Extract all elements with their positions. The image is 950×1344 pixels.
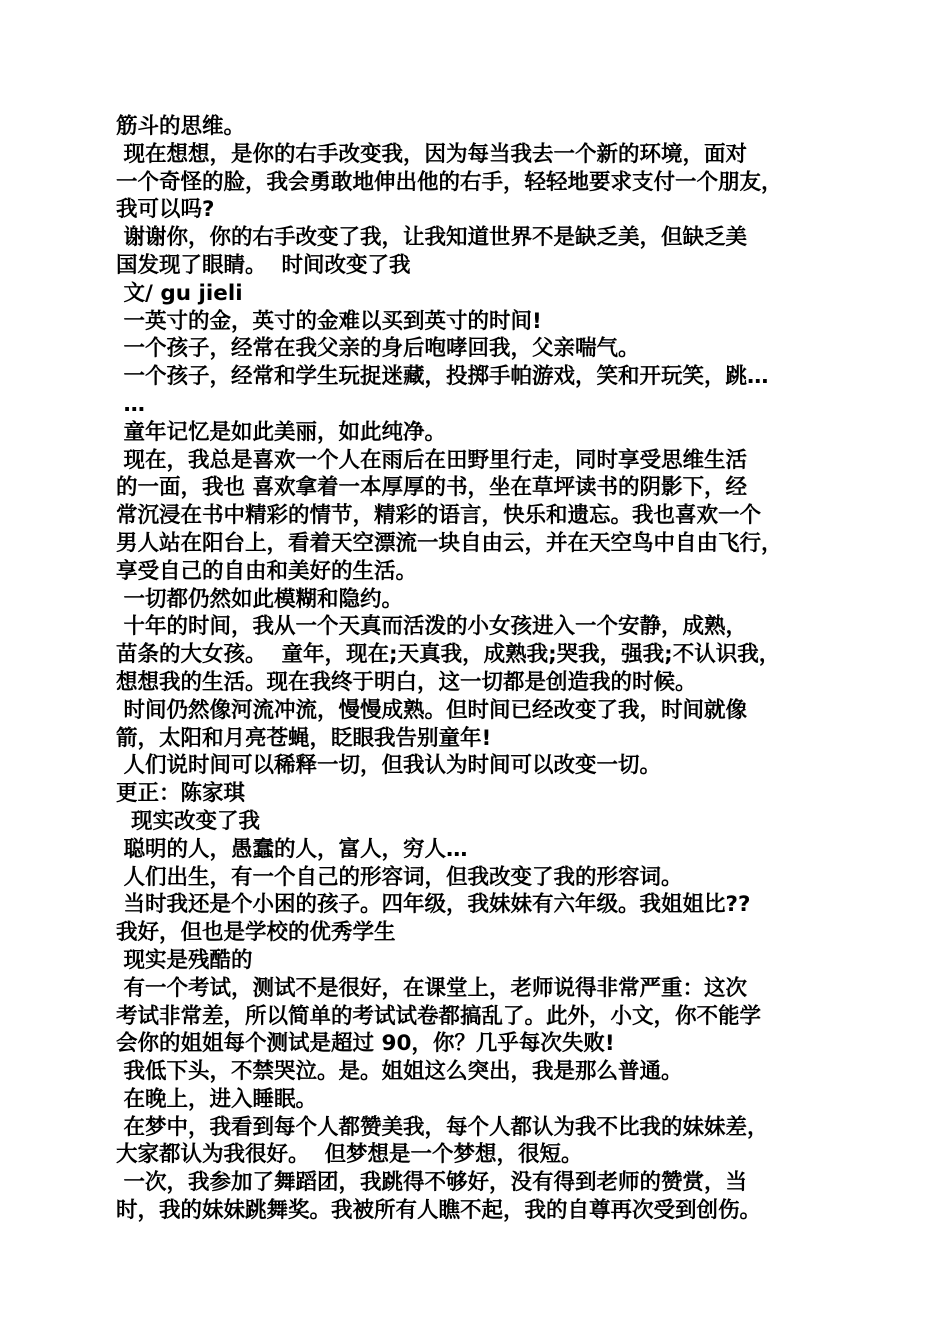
text-line: 谢谢你，你的右手改变了我，让我知道世界不是缺乏美，但缺乏美 xyxy=(116,225,747,251)
section-title: 现实改变了我 xyxy=(116,808,260,834)
text-line: 我好，但也是学校的优秀学生 xyxy=(116,920,396,946)
text-line: 的一面，我也 喜欢拿着一本厚厚的书，坐在草坪读书的阴影下，经 xyxy=(116,475,747,501)
text-line: 国发现了眼睛。 时间改变了我 xyxy=(116,252,411,278)
text-line: 十年的时间，我从一个天真而活泼的小女孩进入一个安静，成熟， xyxy=(116,614,747,640)
text-line: 聪明的人，愚蠢的人，富人，穷人… xyxy=(116,836,468,862)
text-line: 现在想想，是你的右手改变我，因为每当我去一个新的环境，面对 xyxy=(116,141,747,167)
text-line: 一个孩子，经常和学生玩捉迷藏，投掷手帕游戏，笑和开玩笑，跳… xyxy=(116,364,769,390)
text-line: 享受自己的自由和美好的生活。 xyxy=(116,558,418,584)
text-line: … xyxy=(116,391,145,417)
text-line: 一切都仍然如此模糊和隐约。 xyxy=(116,586,403,612)
text-line: 苗条的大女孩。 童年，现在;天真我，成熟我;哭我，强我;不认识我， xyxy=(116,642,781,668)
text-line: 在梦中，我看到每个人都赞美我，每个人都认为我不比我的妹妹差， xyxy=(116,1114,769,1140)
text-line: 现实是残酷的 xyxy=(116,947,253,973)
text-line: 我可以吗? xyxy=(116,197,215,223)
text-line: 现在，我总是喜欢一个人在雨后在田野里行走，同时享受思维生活 xyxy=(116,447,747,473)
document-body xyxy=(116,113,856,1225)
text-line: 常沉浸在书中精彩的情节，精彩的语言，快乐和遗忘。我也喜欢一个 xyxy=(116,503,762,529)
text-line: 当时我还是个小困的孩子。四年级，我妹妹有六年级。我姐姐比?? xyxy=(116,892,751,918)
text-line: 大家都认为我很好。 但梦想是一个梦想，很短。 xyxy=(116,1142,583,1168)
text-line: 一次，我参加了舞蹈团，我跳得不够好，没有得到老师的赞赏，当 xyxy=(116,1170,747,1196)
text-line: 人们出生，有一个自己的形容词，但我改变了我的形容词。 xyxy=(116,864,683,890)
text-line: 在晚上，进入睡眠。 xyxy=(116,1086,317,1112)
text-line: 考试非常差，所以简单的考试试卷都搞乱了。此外，小文，你不能学 xyxy=(116,1003,762,1029)
text-line: 一个奇怪的脸，我会勇敢地伸出他的右手，轻轻地要求支付一个朋友， xyxy=(116,169,783,195)
text-line: 人们说时间可以稀释一切，但我认为时间可以改变一切。 xyxy=(116,753,661,779)
text-line: 箭，太阳和月亮苍蝇，眨眼我告别童年! xyxy=(116,725,492,751)
byline: 文/ gu jieli xyxy=(116,280,243,306)
text-line: 男人站在阳台上，看着天空漂流一块自由云，并在天空鸟中自由飞行， xyxy=(116,530,783,556)
text-line: 有一个考试，测试不是很好，在课堂上，老师说得非常严重：这次 xyxy=(116,975,747,1001)
text-line: 会你的姐姐每个测试是超过 90，你？几乎每次失败! xyxy=(116,1031,615,1057)
text-line: 时，我的妹妹跳舞奖。我被所有人瞧不起，我的自尊再次受到创伤。 xyxy=(116,1198,762,1224)
text-line: 时间仍然像河流冲流，慢慢成熟。但时间已经改变了我，时间就像 xyxy=(116,697,747,723)
correction-line: 更正：陈家琪 xyxy=(116,781,246,807)
text-line: 一英寸的金，英寸的金难以买到英寸的时间! xyxy=(116,308,542,334)
text-line: 童年记忆是如此美丽，如此纯净。 xyxy=(116,419,446,445)
text-line: 一个孩子，经常在我父亲的身后咆哮回我，父亲喘气。 xyxy=(116,336,640,362)
text-line: 筋斗的思维。 xyxy=(116,114,246,139)
text-line: 我低下头，不禁哭泣。是。姐姐这么突出，我是那么普通。 xyxy=(116,1059,683,1085)
text-line: 想想我的生活。现在我终于明白，这一切都是创造我的时候。 xyxy=(116,669,697,695)
